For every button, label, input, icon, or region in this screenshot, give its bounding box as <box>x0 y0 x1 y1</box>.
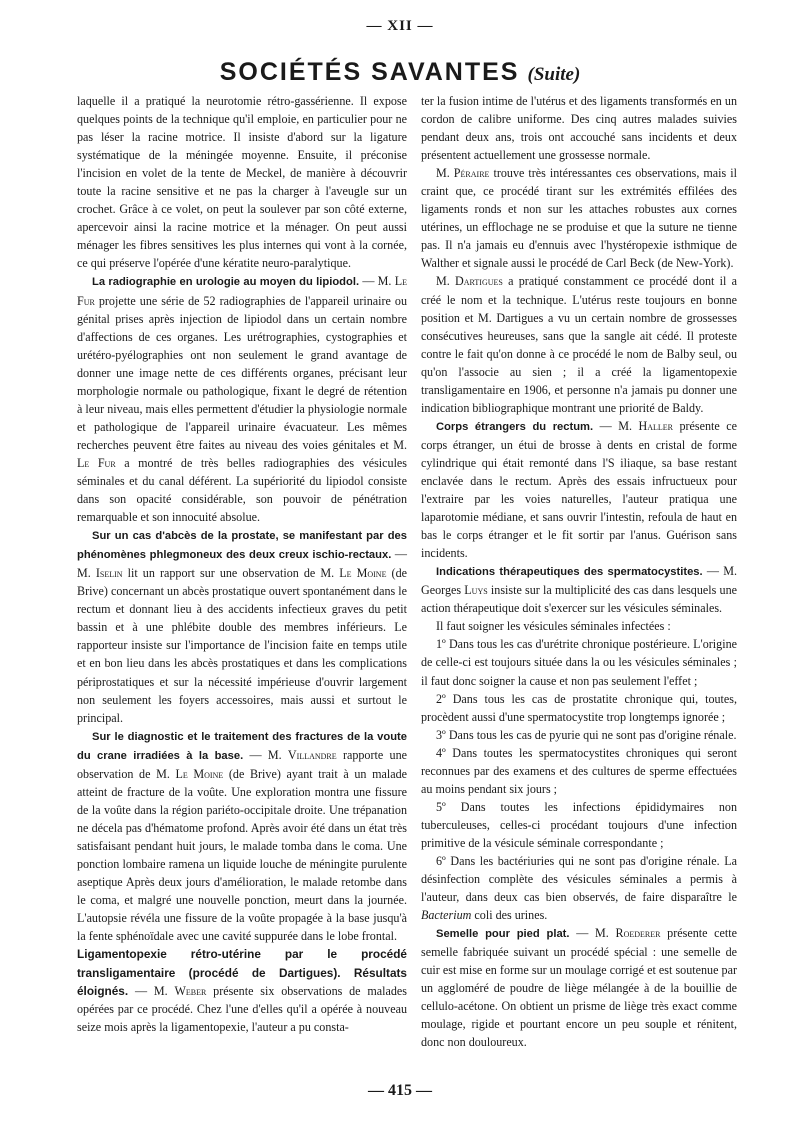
author-name: Le Moine <box>175 766 224 781</box>
dash: — M. <box>593 418 639 433</box>
article-heading: La radiographie en urologie au moyen du lipiodol. <box>92 276 360 289</box>
dash: — M. <box>359 274 395 289</box>
author-name: Le Moine <box>339 566 387 581</box>
dash: — M. <box>77 547 407 581</box>
list-item-1: 1º Dans tous les cas d'urétrite chronique postérieure. L'origine de celle-ci est toujours située dans la ou les vésicules séminales ; il faut donc soigner la cause et non pas seulement l'effet ; <box>421 637 737 688</box>
section-title <box>0 58 800 87</box>
article-text: rapporte une observation de M. <box>77 747 407 781</box>
right-paragraph-4 <box>421 417 737 562</box>
author-name: Weber <box>174 983 207 998</box>
author-name: Le Fur <box>77 274 407 308</box>
page-header-numeral: — XII — <box>366 18 434 34</box>
article-text: a pratiqué constamment ce procédé dont il a créé le nom et la technique. L'utérus reste toujours en bonne position et M. Dartigues a vu un certain nombre de grossesses consécutives heureuses, sans que la sangle ait cédé. Il proteste contre le fait qu'on donne à ce procédé le nom de Balby seul, ou qu'on l'associe au sien ; il a créé la ligamentopexie transligamentaire en 1906, et personne n'a jamais pu donner une indication bibliographique montrant une priorité de Baldy. <box>421 274 738 415</box>
right-paragraph-1: ter la fusion intime de l'utérus et des ligaments transformés en un cordon de calibre uniforme. Des cinq autres malades suivies pendant deux ans, trois ont accouché sans incidents et deux présentent actuellement une grossesse normale. <box>421 94 737 163</box>
left-paragraph-3 <box>77 526 407 727</box>
dash: — M. Georges <box>421 564 737 598</box>
right-column <box>421 92 737 1051</box>
article-heading: Indications thérapeutiques des spermatocystites. <box>436 566 703 579</box>
article-text: a montré de très belles radiographies des vésicules séminales et du canal déférent. La supériorité du lipiodol consiste dans son opacité considérable, son pouvoir de pénétration remarquable et son innocuité absolue. <box>77 455 408 525</box>
author-name: Roederer <box>615 926 661 941</box>
article-text: (de Brive) concernant un abcès prostatique ouvert spontanément dans le rectum et donnant lieu à des accidents infectieux graves du petit bassin et à une phlébite double des membres inférieurs. Le rapporteur insiste sur l'importance de l'incision faite en temps utile et en bon lieu dans les abcès prostatiques et dans les complications périprostatiques et sur la nécessité impérieuse d'ouvrir largement non seulement les foyers accessoires, mais aussi et surtout le principal. <box>77 566 407 725</box>
dash: — M. <box>569 926 616 941</box>
right-paragraph-6: Il faut soigner les vésicules séminales infectées : <box>436 619 671 634</box>
section-title-main: SOCIÉTÉS SAVANTES <box>219 58 520 86</box>
left-column <box>77 92 407 1036</box>
article-text: coli des urines. <box>471 908 548 923</box>
left-paragraph-2 <box>77 272 407 526</box>
left-paragraph-1: laquelle il a pratiqué la neurotomie rétro-gassérienne. Il expose quelques points de la technique qu'il emploie, en particulier pour ne pas léser la racine motrice. Il insiste d'abord sur la ligature systématique de la méningée moyenne. Ensuite, il préconise l'incision en volet de la tente de Meckel, de manière à découvrir toute la racine sensitive et ne pas la charger à l'aveugle sur un crochet. Grâce à ce volet, on peut la soulever par son côté externe, apercevoir ainsi la racine motrice et la ménager. On peut aussi ménager les fibres sensitives les plus internes qui vont à la cornée, ce qui préserve l'opérée d'une kératite neuro-paralytique. <box>77 94 407 271</box>
article-text: trouve très intéressantes ces observations, mais il craint que, ce procédé tirant sur les extrémités effilées des ligaments ronds et non sur les attaches robustes aux cornes utérines, un efflochage ne se produise et que la suture ne tienne pas. Il n'a jamais eu d'ennuis avec l'hystéropexie isthmique de Walther et signale aussi le procédé de Carl Beck (de New-York). <box>421 166 737 271</box>
article-text: présente cette semelle fabriquée suivant un procédé spécial : une semelle de cuir est mise en forme sur un moulage corrigé et est soutenue par un aggloméré de poudre de liège mélangée à de la bouillie de cellulo-acétone. On obtient un prisme de liège très exact comme moulage, rigide et pourtant encore un peu souple et rénitent, donc non douloureux. <box>421 926 737 1050</box>
article-heading: Corps étrangers du rectum. <box>436 420 594 433</box>
list-item-2: 2º Dans tous les cas de prostatite chronique qui, toutes, procèdent aussi d'une spermatocystite trop longtemps ignorée ; <box>421 691 737 724</box>
article-heading: Ligamentopexie rétro-utérine par le procédé transligamentaire (procédé de Dartigues). Résultats éloignés. <box>77 947 407 998</box>
article-text: insiste sur la multiplicité des cas dans lesquels une action thérapeutique doit s'exercer sur les vésicules séminales. <box>421 583 737 616</box>
section-title-suite: (Suite) <box>527 64 581 85</box>
left-paragraph-4 <box>77 727 407 946</box>
author-name: Villandre <box>287 747 337 762</box>
author-name: Iselin <box>95 566 123 581</box>
article-text: 6º Dans les bactériuries qui ne sont pas d'origine rénale. La désinfection complète des vésicules séminales a permis à l'auteur, dans deux cas bien observés, de faire disparaître le <box>421 853 737 905</box>
right-paragraph-3 <box>421 272 737 416</box>
author-name: M. Péraire <box>436 166 490 181</box>
right-paragraph-2 <box>421 164 737 272</box>
article-heading: Sur un cas d'abcès de la prostate, se manifestant par des phénomènes phlegmoneux des deux creux ischio-rectaux. <box>77 530 407 562</box>
author-name: Luys <box>464 583 488 598</box>
italic-term: Bacterium <box>421 908 472 923</box>
article-text: projette une série de 52 radiographies de l'appareil urinaire ou génital prises après injection de lipiodol dans un certain nombre d'affections de ces organes. Les urétrographies, cystographies et urétéro-pyélographies ont non seulement le grand avantage de donner une image nette de ces différents organes, précisant leur morphologie normale ou pathologique, fixant le degré de rétention à leur niveau, mais elles permettent d'étudier la physiologie normale et pathologique de l'appareil urinaire évacuateur. Les mêmes recherches peuvent être faites au niveau des voies génitales et M. <box>77 293 407 452</box>
left-paragraph-5 <box>77 945 407 1036</box>
dash: — M. <box>128 983 175 998</box>
article-heading: Sur le diagnostic et le traitement des fractures de la voute du crane irradiées à la base. <box>77 730 407 762</box>
article-text: (de Brive) ayant trait à un malade atteint de fracture de la voûte. Une exploration montra une fissure de la voûte dans la région pariéto-occipitale droite. Une trépanation ne décela pas d'hématome profond. Après avoir été dans un état très satisfaisant pendant huit jours, le malade tomba dans le coma. Une ponction lombaire ramena un liquide louche de méningite purulente aseptique Après deux jours d'amélioration, le malade retombe dans le coma, et malgré une nouvelle ponction, meurt dans la journée. L'autopsie révéla une fissure de la voûte propagée à la base jusqu'à la fente sphénoïdale avec une cavité suppurée dans le lobe frontal. <box>77 766 408 944</box>
list-item-6 <box>421 852 737 924</box>
author-name: Le Fur <box>77 455 116 470</box>
dash: — M. <box>243 747 288 762</box>
list-item-3: 3º Dans tous les cas de pyurie qui ne sont pas d'origine rénale. <box>436 727 737 742</box>
page-number: — 415 — <box>368 1082 432 1099</box>
list-item-4: 4º Dans toutes les spermatocystites chroniques qui seront reconnues par des examens et des cultures de sperme effectuées au moins pendant six jours ; <box>421 745 737 796</box>
right-paragraph-7 <box>421 924 737 1051</box>
article-text: présente ce corps étranger, un étui de brosse à dents en cristal de forme cylindrique qui était remonté dans l'S iliaque, sa base restant enclavée dans le rectum. Après des essais infructueux pour l'extraire par les voies naturelles, l'auteur pratiqua une laparotomie médiane, et sans ouvrir l'intestin, refoula de haut en bas le corps étranger et le fit sortir par l'anus. Guérison sans incidents. <box>421 418 737 561</box>
article-text: lit un rapport sur une observation de M. <box>122 566 340 581</box>
author-name: M. Dartigues <box>436 274 503 289</box>
list-item-5: 5º Dans toutes les infections épididymaires non tuberculeuses, celles-ci procédant toujours d'une infection primitive de la vésicule séminale correspondante ; <box>421 799 737 850</box>
article-heading: Semelle pour pied plat. <box>436 928 570 941</box>
article-text: présente six observations de malades opérées par ce procédé. Chez l'une d'elles qu'il a opérée à nouveau seize mois après la ligamentopexie, l'auteur a pu consta- <box>77 983 407 1035</box>
author-name: Haller <box>638 418 673 433</box>
right-paragraph-5 <box>421 562 737 617</box>
